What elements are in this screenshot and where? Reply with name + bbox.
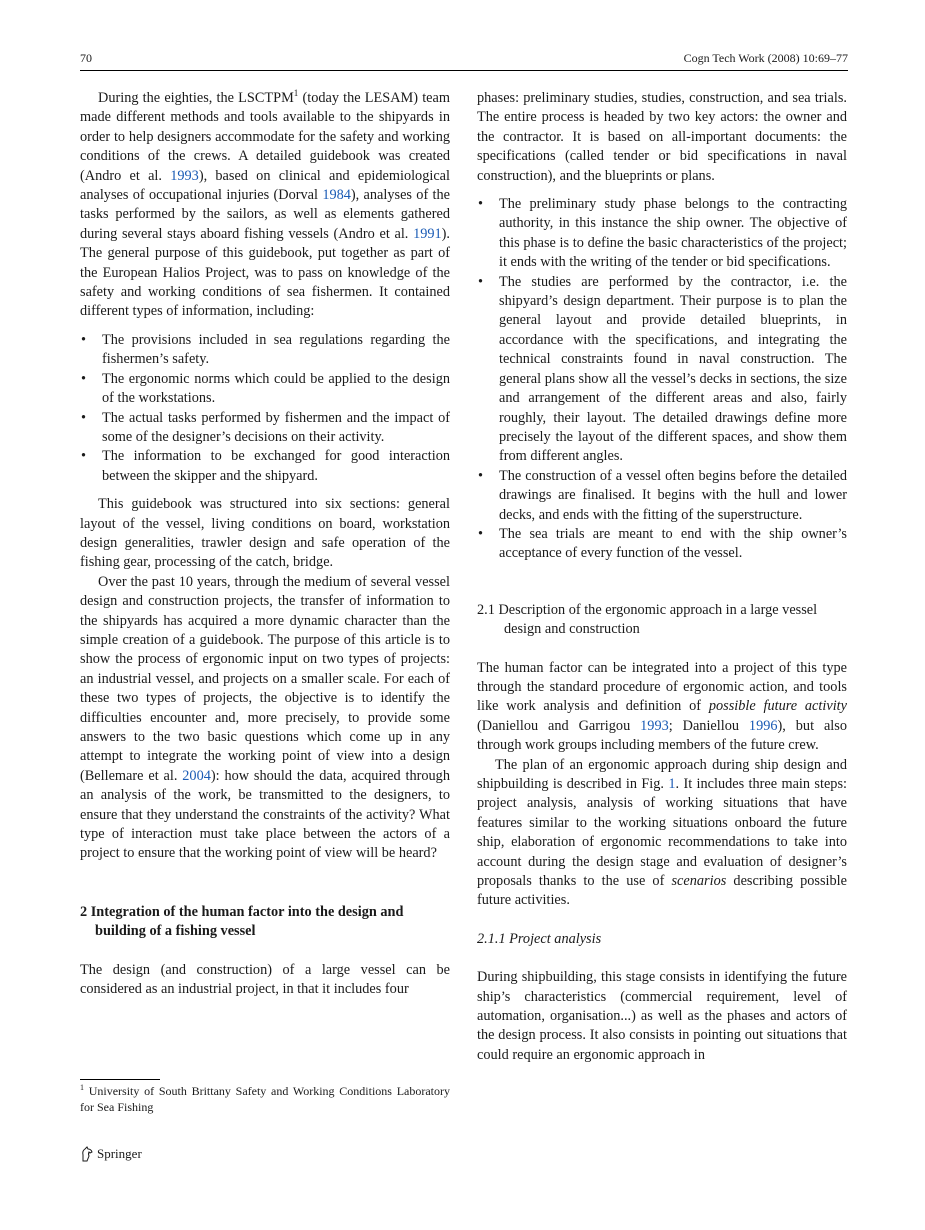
subsubsection-heading: 2.1.1 Project analysis — [477, 930, 602, 947]
right-paragraph-4: During shipbuilding, this stage consists in identifying the future ship’s characteristics (commercial requirement, level of automation, organisation...) as well as the phases and actors of the design process. It also consists in pointing out situations that could require an ergonomic approach in — [477, 969, 847, 1063]
right-bullet-list — [477, 195, 847, 564]
figure-link[interactable]: 1 — [668, 776, 676, 792]
left-column — [80, 89, 450, 999]
citation-link[interactable]: 2004 — [182, 767, 211, 784]
right-paragraph-3: The plan of an ergonomic approach during ship design and shipbuilding is described in Fig. 1. It includes three main steps: project analysis, analysis of working situations that have features similar to the working situations onboard the future ship, elaboration of ergonomic recommendations to take into account during the design stage and evaluation of designer’s proposals thanks to the use of scenarios describing possible future activities. — [477, 756, 847, 909]
right-paragraph-1: phases: preliminary studies, studies, construction, and sea trials. The entire process is headed by two key actors: the owner and the contractor. It is based on all-important documents: the specifications (called tender or bid specifications in naval construction), and the blueprints or plans. — [477, 90, 847, 184]
footnote-rule — [80, 1079, 160, 1080]
footnote-marker[interactable]: 1 — [293, 88, 299, 98]
citation-link[interactable]: 1996 — [748, 717, 778, 734]
subsection-heading: 2.1 Description of the ergonomic approach in a large vessel design and construction — [477, 601, 818, 638]
header-rule — [80, 70, 848, 71]
footnote — [80, 1083, 450, 1115]
right-column — [477, 89, 847, 1065]
citation-link[interactable]: 1993 — [170, 167, 199, 184]
list-item: • The construction of a vessel often begins before the detailed drawings are finalised. It begins with the hull and lower decks, and ends with the fitting of the superstructure. — [477, 467, 847, 525]
list-item: • The actual tasks performed by fishermen and the impact of some of the designer’s decisions on their activity. — [80, 409, 450, 448]
citation-link[interactable]: 1991 — [413, 225, 442, 242]
footnote-text: University of South Brittany Safety and Working Conditions Laboratory for Sea Fishing — [80, 1084, 451, 1114]
left-bullet-list — [80, 331, 450, 486]
left-paragraph-3: Over the past 10 years, through the medium of several vessel design and construction projects, the transfer of information to the shipyards has acquired a more dynamic character than the simple creation of a guidebook. The purpose of this article is to show the process of ergonomic input on two types of projects: an industrial vessel, and projects on a smaller scale. For each of these two types of projects, the objective is to identify the difficulties encounter and, more precisely, to provide some answers to the two basic questions which come up in any attempt to integrate the working point of view into a design (Bellemare et al. 2004): how should the data, acquired through an analysis of the work, be transmitted to the designers, to ensure that they understand the constraints of the activity? What type of interaction must take place between the actors of a project to ensure that the working point of view will be heard? — [80, 573, 450, 862]
list-item: • The sea trials are meant to end with the ship owner’s acceptance of every function of the vessel. — [477, 525, 847, 564]
citation-link[interactable]: 1993 — [640, 717, 669, 734]
list-item: • The ergonomic norms which could be applied to the design of the workstations. — [80, 370, 450, 409]
list-item: • The information to be exchanged for good interaction between the skipper and the shipyard. — [80, 447, 450, 486]
left-paragraph-1: During the eighties, the LSCTPM$^1$ (today the LESAM) team made different methods and tools available to the shipyards in order to help designers accommodate for the safety and working conditions of the crews. A detailed guidebook was created (Andro et al. 1993), based on clinical and epidemiological analyses of occupational injuries (Dorval 1984), analyses of the tasks performed by the sailors, as well as elements gathered during several stays aboard fishing vessels (Andro et al. 1991). The general purpose of this guidebook, put together as part of the European Halios Project, was to pass on knowledge of the safety and working conditions of sea fishermen. It contained different types of information, including: — [80, 88, 450, 320]
list-item: • The provisions included in sea regulations regarding the fishermen’s safety. — [80, 331, 450, 370]
citation-link[interactable]: 1984 — [322, 187, 351, 204]
list-item: • The studies are performed by the contractor, i.e. the shipyard’s design department. Their purpose is to plan the general layout and provide detailed blueprints, in accordance with the specifications, and integrating the technical constraints found in naval construction. The general plans show all the vessel’s decks in sections, the size and arrangement of the different areas and also, fairly roughly, their layout. The detailed drawings define more precisely the layout of the different spaces, and show them from different angles. — [477, 273, 847, 467]
publisher-name: Springer — [97, 1146, 142, 1161]
page-number: 70 — [80, 51, 92, 65]
left-paragraph-2: This guidebook was structured into six sections: general layout of the vessel, living conditions on board, workstation design generalities, trawler design and safe operation of the fishing gear, processing of the catch, bridge. — [80, 496, 450, 571]
section-heading: 2 Integration of the human factor into the design and building of a fishing vessel — [80, 903, 404, 940]
journal-citation: Cogn Tech Work (2008) 10:69–77 — [683, 51, 848, 65]
left-paragraph-4: The design (and construction) of a large vessel can be considered as an industrial project, in that it includes four — [80, 961, 450, 998]
footnote-number: 1 — [80, 1083, 84, 1092]
springer-horse-icon — [80, 1146, 94, 1162]
list-item: • The preliminary study phase belongs to the contracting authority, in this instance the ship owner. The objective of this phase is to define the basic characteristics of the project; it ends with the writing of the tender or bid specifications. — [477, 195, 847, 273]
publisher-logo — [80, 1145, 142, 1163]
right-paragraph-2: The human factor can be integrated into a project of this type through the standard procedure of ergonomic action, and tools like work analysis and definition of possible future activity (Daniellou and Garrigou 1993; Daniellou 1996), but also through work groups including members of the future crew. — [477, 659, 847, 754]
